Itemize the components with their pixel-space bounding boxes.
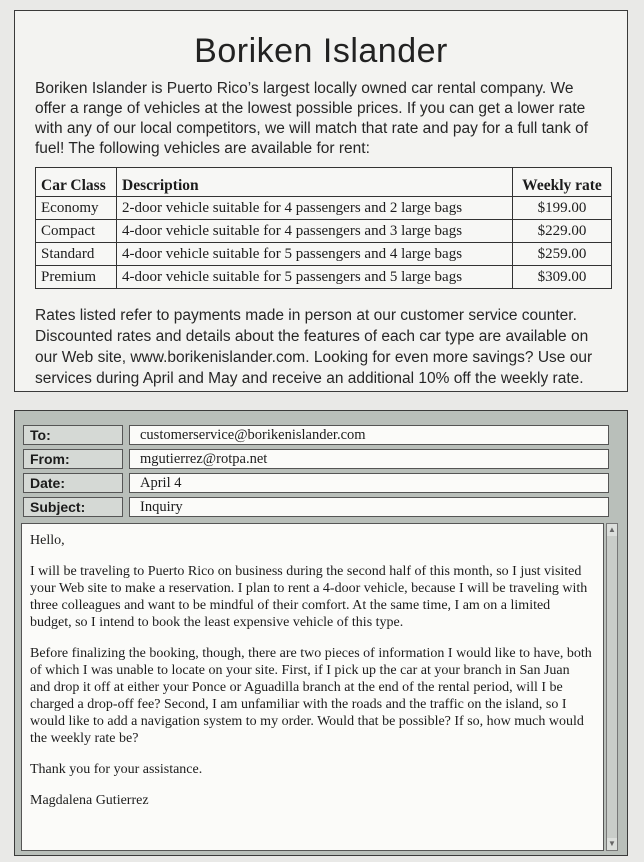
to-field[interactable]: customerservice@borikenislander.com xyxy=(129,425,609,445)
col-header-description: Description xyxy=(117,168,513,197)
col-header-rate: Weekly rate xyxy=(513,168,612,197)
intro-paragraph: Boriken Islander is Puerto Rico’s largest locally owned car rental company. We offer a range of vehicles at the lowest possible prices. If you can get a lower rate with any of our local competitors, we will match that rate and pay for a full tank of fuel! The following vehicles are available for rent: xyxy=(35,80,589,157)
table-row xyxy=(36,266,612,289)
date-label: Date: xyxy=(23,473,123,493)
email-signature: Magdalena Gutierrez xyxy=(30,793,149,808)
rates-table xyxy=(35,167,612,289)
cell-description: 4-door vehicle suitable for 5 passengers and 4 large bags xyxy=(117,243,513,266)
email-body[interactable] xyxy=(21,523,604,851)
cell-rate: $309.00 xyxy=(513,266,612,289)
to-label: To: xyxy=(23,425,123,445)
cell-rate: $259.00 xyxy=(513,243,612,266)
cell-class: Economy xyxy=(36,197,117,220)
email-scrollbar[interactable] xyxy=(606,523,618,851)
email-paragraph-1: I will be traveling to Puerto Rico on business during the second half of this month, so I just visited your Web site to make a reservation. I plan to rent a 4-door vehicle, because I will be traveling with three colleagues and want to be mindful of their comfort. At the same time, I am on a limited budget, so I intend to book the least expensive vehicle of this type. xyxy=(30,564,588,630)
advertisement-panel xyxy=(14,10,628,392)
cell-description: 4-door vehicle suitable for 4 passengers and 3 large bags xyxy=(117,220,513,243)
cell-class: Premium xyxy=(36,266,117,289)
email-paragraph-2: Before finalizing the booking, though, there are two pieces of information I would like to have, both of which I was unable to locate on your site. First, if I pick up the car at your branch in San Juan and drop it off at either your Ponce or Aguadilla branch at the end of the rental period, will I be charged a drop-off fee? Second, I am unfamiliar with the roads and the traffic on the island, so I would like to add a navigation system to my order. Would that be possible? If so, how much would the weekly rate be? xyxy=(30,646,592,746)
table-row xyxy=(36,220,612,243)
email-greeting: Hello, xyxy=(30,533,65,548)
cell-rate: $229.00 xyxy=(513,220,612,243)
email-window xyxy=(14,410,628,856)
email-closing: Thank you for your assistance. xyxy=(30,762,203,777)
from-label: From: xyxy=(23,449,123,469)
cell-rate: $199.00 xyxy=(513,197,612,220)
cell-description: 2-door vehicle suitable for 4 passengers and 2 large bags xyxy=(117,197,513,220)
rates-note-paragraph: Rates listed refer to payments made in person at our customer service counter. Discounted rates and details about the features of each car type are available on our Web site, www.borikenislander.com. Looking for even more savings? Use our services during April and May and receive an additional 10% off the weekly rate. xyxy=(35,307,593,387)
cell-description: 4-door vehicle suitable for 5 passengers and 5 large bags xyxy=(117,266,513,289)
table-row xyxy=(36,197,612,220)
from-field[interactable]: mgutierrez@rotpa.net xyxy=(129,449,609,469)
table-header-row xyxy=(36,168,612,197)
cell-class: Standard xyxy=(36,243,117,266)
cell-class: Compact xyxy=(36,220,117,243)
subject-label: Subject: xyxy=(23,497,123,517)
date-field[interactable]: April 4 xyxy=(129,473,609,493)
table-row xyxy=(36,243,612,266)
scroll-up-arrow-icon[interactable]: ▲ xyxy=(608,525,616,534)
col-header-class: Car Class xyxy=(36,168,117,197)
company-title: Boriken Islander xyxy=(194,32,448,70)
subject-field[interactable]: Inquiry xyxy=(129,497,609,517)
scroll-down-arrow-icon[interactable]: ▼ xyxy=(608,839,616,848)
